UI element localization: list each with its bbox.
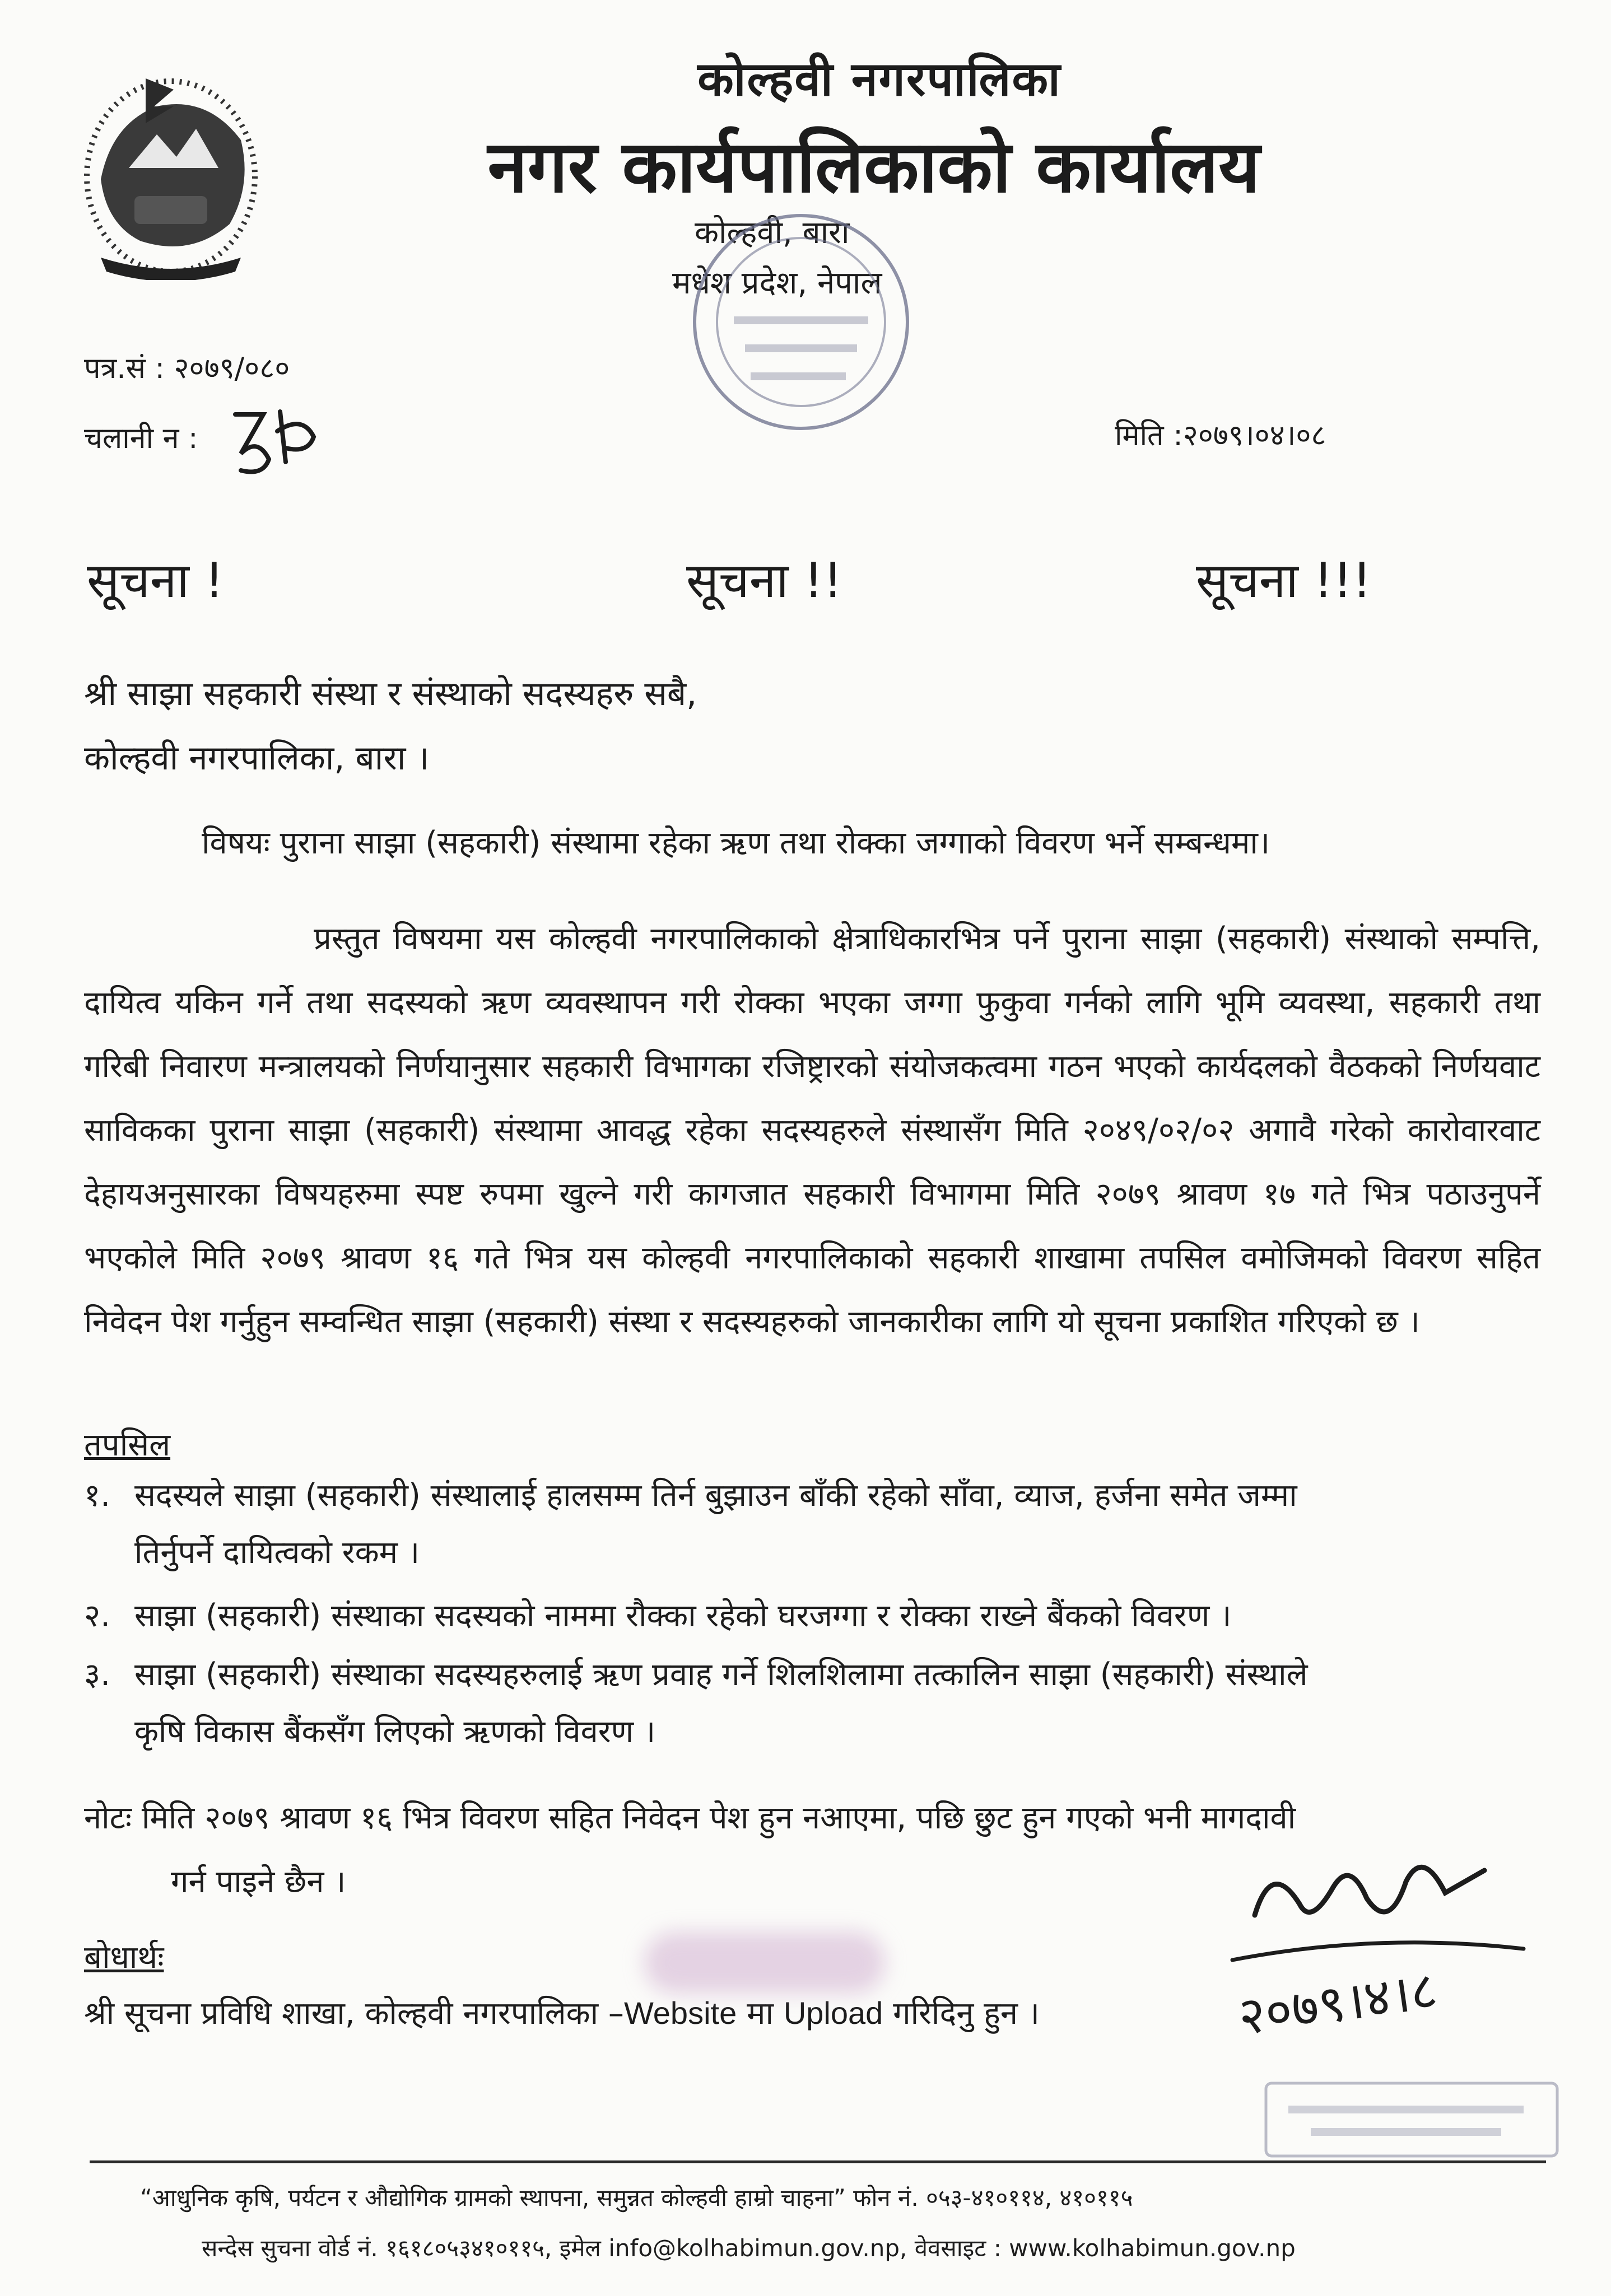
office-title: नगर कार्यपालिकाको कार्यालय (487, 125, 1260, 209)
notice-heading-1: सूचना ! (87, 553, 224, 609)
dispatch-number-label: चलानी न : (84, 422, 198, 455)
details-item-text: सदस्यले साझा (सहकारी) संस्थालाई हालसम्म तिर्न बुझाउन बाँकी रहेको साँवा, व्याज, हर्जना समेत जम्मा (134, 1477, 1297, 1514)
details-item-number: १. (84, 1477, 110, 1514)
note-text: नोटः मिति २०७९ श्रावण १६ भित्र विवरण सहित निवेदन पेश हुन नआएमा, पछि छुट हुन गएको भनी मागदावी (84, 1800, 1296, 1836)
nepal-government-emblem-icon (78, 56, 263, 280)
details-heading: तपसिल (84, 1427, 171, 1463)
officer-stamp-icon (1255, 2072, 1568, 2167)
details-item-continuation: तिर्नुपर्ने दायित्वको रकम । (134, 1534, 420, 1571)
dispatch-number-handwritten (224, 392, 325, 482)
blurred-redaction (644, 1932, 885, 1994)
details-item (84, 1646, 1540, 1761)
cc-recipient: श्री सूचना प्रविधि शाखा, कोल्हवी नगरपालिका – (84, 1995, 624, 2032)
addressee-line-1: श्री साझा सहकारी संस्था र संस्थाको सदस्यहरु सबै, (84, 674, 697, 713)
details-item (84, 1467, 1540, 1581)
notice-heading-2: सूचना !! (686, 553, 843, 609)
cc-heading: बोधार्थः (84, 1939, 164, 1976)
details-item (84, 1588, 1540, 1645)
cc-connector: मा (737, 1995, 784, 2032)
letter-date: मिति :२०७९।०४।०८ (1115, 419, 1326, 452)
footer-divider (90, 2160, 1546, 2163)
details-item-number: २. (84, 1598, 110, 1634)
addressee-line-2: कोल्हवी नगरपालिका, बारा । (84, 739, 430, 778)
details-item-continuation: कृषि विकास बैंकसँग लिएको ऋणको विवरण । (134, 1714, 656, 1750)
signature-date: २०७९।४।८ (1235, 1959, 1441, 2047)
round-office-seal-icon (661, 199, 941, 434)
footer-contact: सन्देस सुचना वोर्ड नं. १६१८०५३४१०११५, इमेल info@kolhabimun.gov.np, वेवसाइट : www.kolhabimun.gov.np (202, 2234, 1296, 2262)
body-paragraph: प्रस्तुत विषयमा यस कोल्हवी नगरपालिकाको क्षेत्राधिकारभित्र पर्ने पुराना साझा (सहकारी) संस्थाको सम्पत्ति, दायित्व यकिन गर्ने तथा सदस्यको ऋण व्यवस्थापन गरी रोक्का भएका जग्गा फुकुवा गर्नको लागि भूमि व्यवस्था, सहकारी तथा गरिबी निवारण मन्त्रालयको निर्णयानुसार सहकारी विभागका रजिष्ट्रारको संयोजकत्वमा गठन भएको कार्यदलको वैठकको निर्णयवाट साविकका पुराना साझा (सहकारी) संस्थामा आवद्ध रहेका सदस्यहरुले संस्थासँग मिति २०४९/०२/०२ अगावै गरेको कारोवारवाट देहायअनुसारका विषयहरुमा स्पष्ट रुपमा खुल्ने गरी कागजात सहकारी विभागमा मिति २०७९ श्रावण १७ गते भित्र पठाउनुपर्ने भएकोले मिति २०७९ श्रावण १६ गते भित्र यस कोल्हवी नगरपालिकाको सहकारी शाखामा तपसिल वमोजिमको विवरण सहित निवेदन पेश गर्नुहुन सम्वन्धित साझा (सहकारी) संस्था र सदस्यहरुको जानकारीका लागि यो सूचना प्रकाशित गरिएको छ । (84, 921, 1540, 1340)
note-continuation: गर्न पाइने छैन । (171, 1864, 346, 1900)
footer-slogan-phone: “आधुनिक कृषि, पर्यटन र औद्योगिक ग्रामको स्थापना, समुन्नत कोल्हवी हाम्रो चाहना” फोन नं. ०५३-४१०११४, ४१०११५ (140, 2184, 1133, 2211)
cc-line (84, 1991, 1040, 2033)
office-province: मधेश प्रदेश, नेपाल (672, 265, 882, 301)
handwritten-signature-icon (1221, 1837, 1535, 2072)
municipality-name: कोल्हवी नगरपालिका (697, 52, 1061, 106)
subject-line: विषयः पुराना साझा (सहकारी) संस्थामा रहेका ऋण तथा रोक्का जग्गाको विवरण भर्ने सम्बन्धमा। (202, 825, 1270, 861)
cc-website-word: Website (623, 1995, 737, 2031)
details-item-text: साझा (सहकारी) संस्थाका सदस्यको नाममा रौक्का रहेको घरजग्गा र रोक्का राख्ने बैंकको विवरण । (134, 1598, 1232, 1634)
notice-heading-3: सूचना !!! (1196, 553, 1372, 609)
cc-request: गरिदिनु हुन । (883, 1995, 1040, 2032)
office-city: कोल्हवी, बारा (695, 214, 850, 251)
reference-number: पत्र.सं : २०७९/०८० (84, 352, 290, 385)
details-item-text: साझा (सहकारी) संस्थाका सदस्यहरुलाई ऋण प्रवाह गर्ने शिलशिलामा तत्कालिन साझा (सहकारी) संस्थाले (134, 1656, 1308, 1693)
details-item-number: ३. (84, 1656, 110, 1693)
cc-upload-word: Upload (783, 1995, 883, 2031)
